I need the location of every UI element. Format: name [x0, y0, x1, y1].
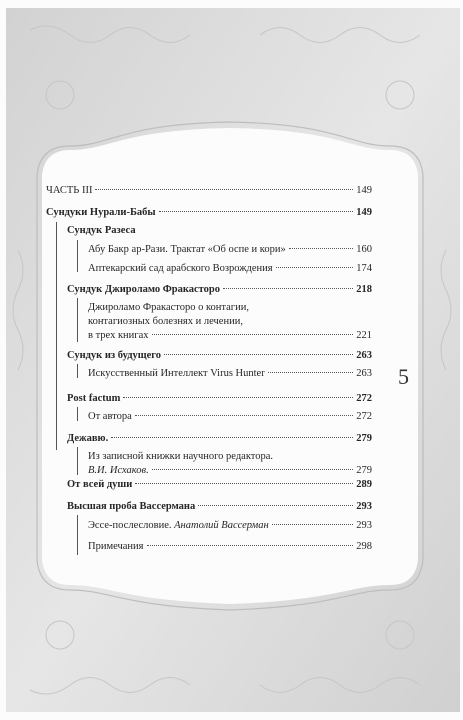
toc-page: 221 — [356, 330, 372, 341]
toc-entry-apteka[interactable] — [46, 262, 372, 276]
toc-entry-notebook[interactable] — [46, 450, 372, 478]
toc-entry-future-chest[interactable] — [46, 349, 372, 363]
toc-title: Сундук Разеса — [67, 225, 136, 236]
dot-leader — [289, 248, 354, 249]
toc-title: Post factum — [67, 393, 121, 404]
toc-title: Сундук Джироламо Фракасторо — [67, 284, 220, 295]
toc-title-line: контагиозных болезнях и лечении, — [88, 316, 243, 327]
toc-entry-wasserman-test[interactable] — [46, 500, 372, 514]
dot-leader — [272, 524, 354, 525]
toc-page: 263 — [356, 350, 372, 361]
toc-page: 174 — [356, 263, 372, 274]
toc-entry-from-heart[interactable] — [46, 478, 372, 492]
dot-leader — [164, 354, 353, 355]
toc-page: 293 — [356, 520, 372, 531]
toc-page: 160 — [356, 244, 372, 255]
toc-title: Эссе-послесловие. — [88, 520, 172, 531]
toc-title: Сундук из будущего — [67, 350, 162, 361]
toc-entry-razes[interactable] — [46, 224, 372, 238]
dot-leader — [152, 469, 354, 470]
toc-title: От автора — [88, 411, 132, 422]
toc-entry-fracastoro-work[interactable] — [46, 301, 372, 343]
toc-title: Высшая проба Вассермана — [67, 501, 196, 512]
toc-title: Искусственный Интеллект Virus Hunter — [88, 368, 265, 379]
toc-entry-nurali[interactable] — [46, 206, 372, 220]
toc-page: 298 — [356, 541, 372, 552]
toc-page: 149 — [356, 185, 372, 196]
dot-leader — [95, 189, 353, 190]
toc-page: 289 — [356, 479, 372, 490]
toc-author: Анатолий Вассерман — [174, 520, 269, 531]
toc-page: 272 — [356, 411, 372, 422]
toc-title-line: Джироламо Фракасторо о контагии, — [88, 302, 249, 313]
toc-entry-fracastoro-chest[interactable] — [46, 283, 372, 297]
toc-title: Сундуки Нурали-Бабы — [46, 207, 156, 218]
toc-entry-dejavu[interactable] — [46, 432, 372, 446]
toc-title: Примечания — [88, 541, 144, 552]
toc-title: Аптекарский сад арабского Возрождения — [88, 263, 273, 274]
dot-leader — [276, 267, 354, 268]
toc-page: 272 — [356, 393, 372, 404]
dot-leader — [111, 437, 353, 438]
dot-leader — [198, 505, 353, 506]
dot-leader — [159, 211, 354, 212]
toc-page: 293 — [356, 501, 372, 512]
toc-title: Абу Бакр ар-Рази. Трактат «Об оспе и кори» — [88, 244, 286, 255]
toc-page: 149 — [356, 207, 372, 218]
toc-page: 279 — [356, 433, 372, 444]
toc-title: ЧАСТЬ III — [46, 185, 93, 196]
dot-leader — [147, 545, 354, 546]
page-number: 5 — [398, 364, 409, 389]
dot-leader — [135, 483, 353, 484]
toc-entry-notes[interactable] — [46, 540, 372, 554]
toc-title-line: Из записной книжки научного редактора. — [88, 451, 274, 462]
toc-entry-post-factum[interactable] — [46, 392, 372, 406]
dot-leader — [152, 334, 354, 335]
toc-entry-from-author[interactable] — [46, 410, 372, 424]
toc-entry-essay[interactable] — [46, 519, 372, 533]
toc-entry-ai[interactable] — [46, 367, 372, 381]
dot-leader — [135, 415, 353, 416]
toc-page: 279 — [356, 465, 372, 476]
dot-leader — [223, 288, 353, 289]
dot-leader — [123, 397, 353, 398]
toc-title: Дежавю. — [67, 433, 109, 444]
toc-entry-abu-bakr[interactable] — [46, 243, 372, 257]
toc-title: От всей души — [67, 479, 133, 490]
toc-page: 218 — [356, 284, 372, 295]
toc-entry-part3[interactable] — [46, 184, 372, 198]
toc-author: В.И. Исхаков. — [88, 465, 149, 476]
toc-title-line: в трех книгах — [88, 330, 149, 341]
dot-leader — [268, 372, 354, 373]
toc-page: 263 — [356, 368, 372, 379]
